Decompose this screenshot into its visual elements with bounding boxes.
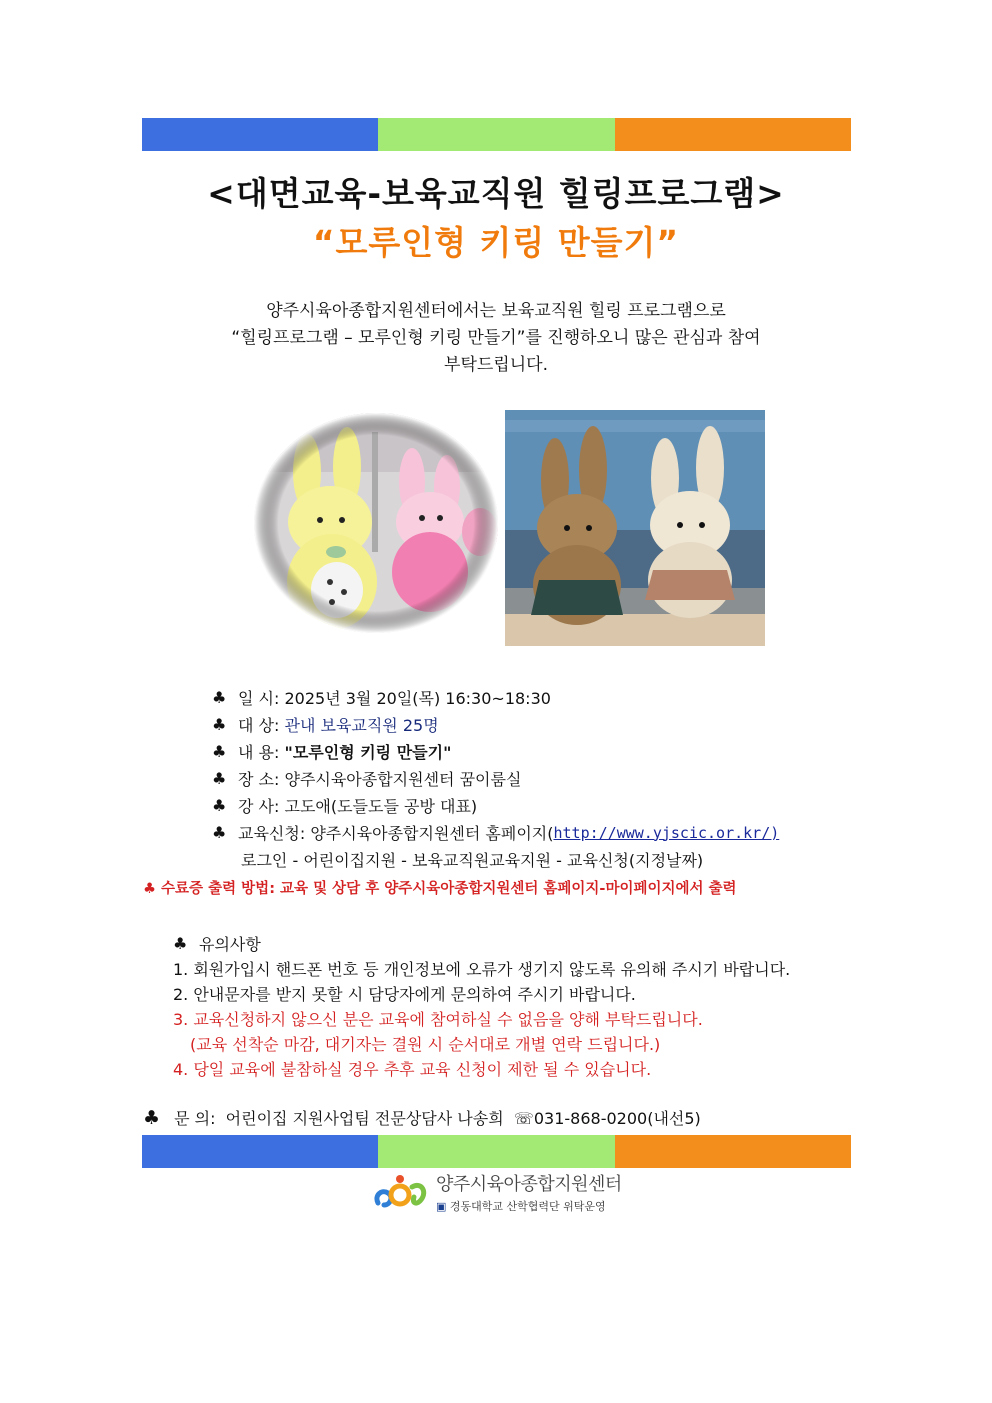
page-title: <대면교육-보육교직원 힐링프로그램>: [207, 174, 785, 213]
org-logo-mark-icon: [372, 1173, 430, 1211]
intro-line-2: “힐링프로그램 – 모루인형 키링 만들기”를 진행하오니 많은 관심과 참여: [231, 328, 761, 348]
target-value: 관내 보육교직원 25명: [284, 716, 439, 735]
bar-segment-blue: [142, 118, 378, 151]
bar-segment-blue: [142, 1135, 378, 1168]
detail-instructor: [212, 792, 779, 819]
club-bullet-icon: ♣: [212, 715, 227, 734]
org-name: 양주시육아종합지원센터: [436, 1174, 622, 1195]
notes-section: [173, 930, 790, 1081]
intro-line-1: 양주시육아종합지원센터에서는 보육교직원 힐링 프로그램으로: [266, 301, 726, 321]
note-item: (교육 선착순 마감, 대기자는 결원 시 순서대로 개별 연락 드립니다.): [190, 1035, 661, 1054]
page-subtitle: “모루인형 키링 만들기”: [312, 223, 680, 262]
club-bullet-icon: ♣: [212, 688, 227, 707]
instructor-value: 고도애(도들도들 공방 대표): [284, 797, 478, 816]
contact-value: 어린이집 지원사업팀 전문상담사 나송희: [225, 1109, 504, 1128]
place-label: 장 소:: [238, 770, 280, 789]
bar-segment-orange: [615, 1135, 851, 1168]
bar-segment-orange: [615, 118, 851, 151]
bunny-keyring-photo-2: [505, 410, 765, 646]
certificate-notice: ♣ 수료증 출력 방법: 교육 및 상담 후 양주시육아종합지원센터 홈페이지-마이페이지에서 출력: [143, 881, 737, 897]
club-bullet-icon: ♣: [212, 823, 227, 842]
org-logo: [372, 1170, 622, 1214]
contact-label: 문 의:: [174, 1109, 216, 1128]
detail-date: [212, 684, 779, 711]
bunny-keyring-photo-1: [252, 412, 500, 634]
note-item: 4. 당일 교육에 불참하실 경우 추후 교육 신청이 제한 될 수 있습니다.: [173, 1060, 652, 1079]
homepage-link[interactable]: http://www.yjscic.or.kr/): [553, 823, 780, 842]
bottom-color-bar: [142, 1135, 851, 1168]
place-value: 양주시육아종합지원센터 꿈이룸실: [284, 770, 522, 789]
date-label: 일 시:: [238, 689, 280, 708]
contact-phone: 031-868-0200(내선5): [533, 1109, 701, 1128]
event-details: [212, 684, 779, 873]
detail-apply: [212, 819, 779, 846]
intro-text: [100, 298, 892, 379]
university-seal-icon: ▣: [436, 1200, 447, 1213]
detail-target: [212, 711, 779, 738]
detail-content: [212, 738, 779, 765]
apply-label: 교육신청:: [238, 824, 306, 843]
intro-line-3: 부탁드립니다.: [444, 355, 548, 375]
apply-path: 로그인 - 어린이집지원 - 보육교직원교육지원 - 교육신청(지정날짜): [241, 851, 704, 870]
apply-value: 양주시육아종합지원센터 홈페이지(: [310, 824, 554, 843]
club-bullet-icon: ♣: [212, 796, 227, 815]
notes-heading-row: [173, 930, 790, 956]
detail-apply-path: [212, 846, 779, 873]
note-item: 1. 회원가입시 핸드폰 번호 등 개인정보에 오류가 생기지 않도록 유의해 주시기 바랍니다.: [173, 960, 791, 979]
detail-place: [212, 765, 779, 792]
target-label: 대 상:: [238, 716, 280, 735]
content-label: 내 용:: [238, 743, 280, 762]
club-bullet-icon: ♣: [212, 769, 227, 788]
instructor-label: 강 사:: [238, 797, 280, 816]
org-operator: [436, 1198, 622, 1214]
operator-text: 경동대학교 산학협력단 위탁운영: [449, 1200, 606, 1213]
note-item: 3. 교육신청하지 않으신 분은 교육에 참여하실 수 없음을 양해 부탁드립니다.: [173, 1010, 703, 1029]
club-bullet-icon: ♣: [143, 1107, 161, 1129]
club-bullet-icon: ♣: [212, 742, 227, 761]
bar-segment-green: [378, 1135, 614, 1168]
date-value: 2025년 3월 20일(목) 16:30~18:30: [284, 689, 551, 708]
bar-segment-green: [378, 118, 614, 151]
notes-heading: 유의사항: [199, 934, 261, 954]
note-item: 2. 안내문자를 받지 못할 시 담당자에게 문의하여 주시기 바랍니다.: [173, 985, 636, 1004]
top-color-bar: [142, 118, 851, 151]
content-value: "모루인형 키링 만들기": [284, 743, 452, 762]
contact-line: [143, 1106, 701, 1129]
phone-icon: ☏: [513, 1109, 534, 1128]
club-bullet-icon: ♣: [173, 933, 188, 953]
